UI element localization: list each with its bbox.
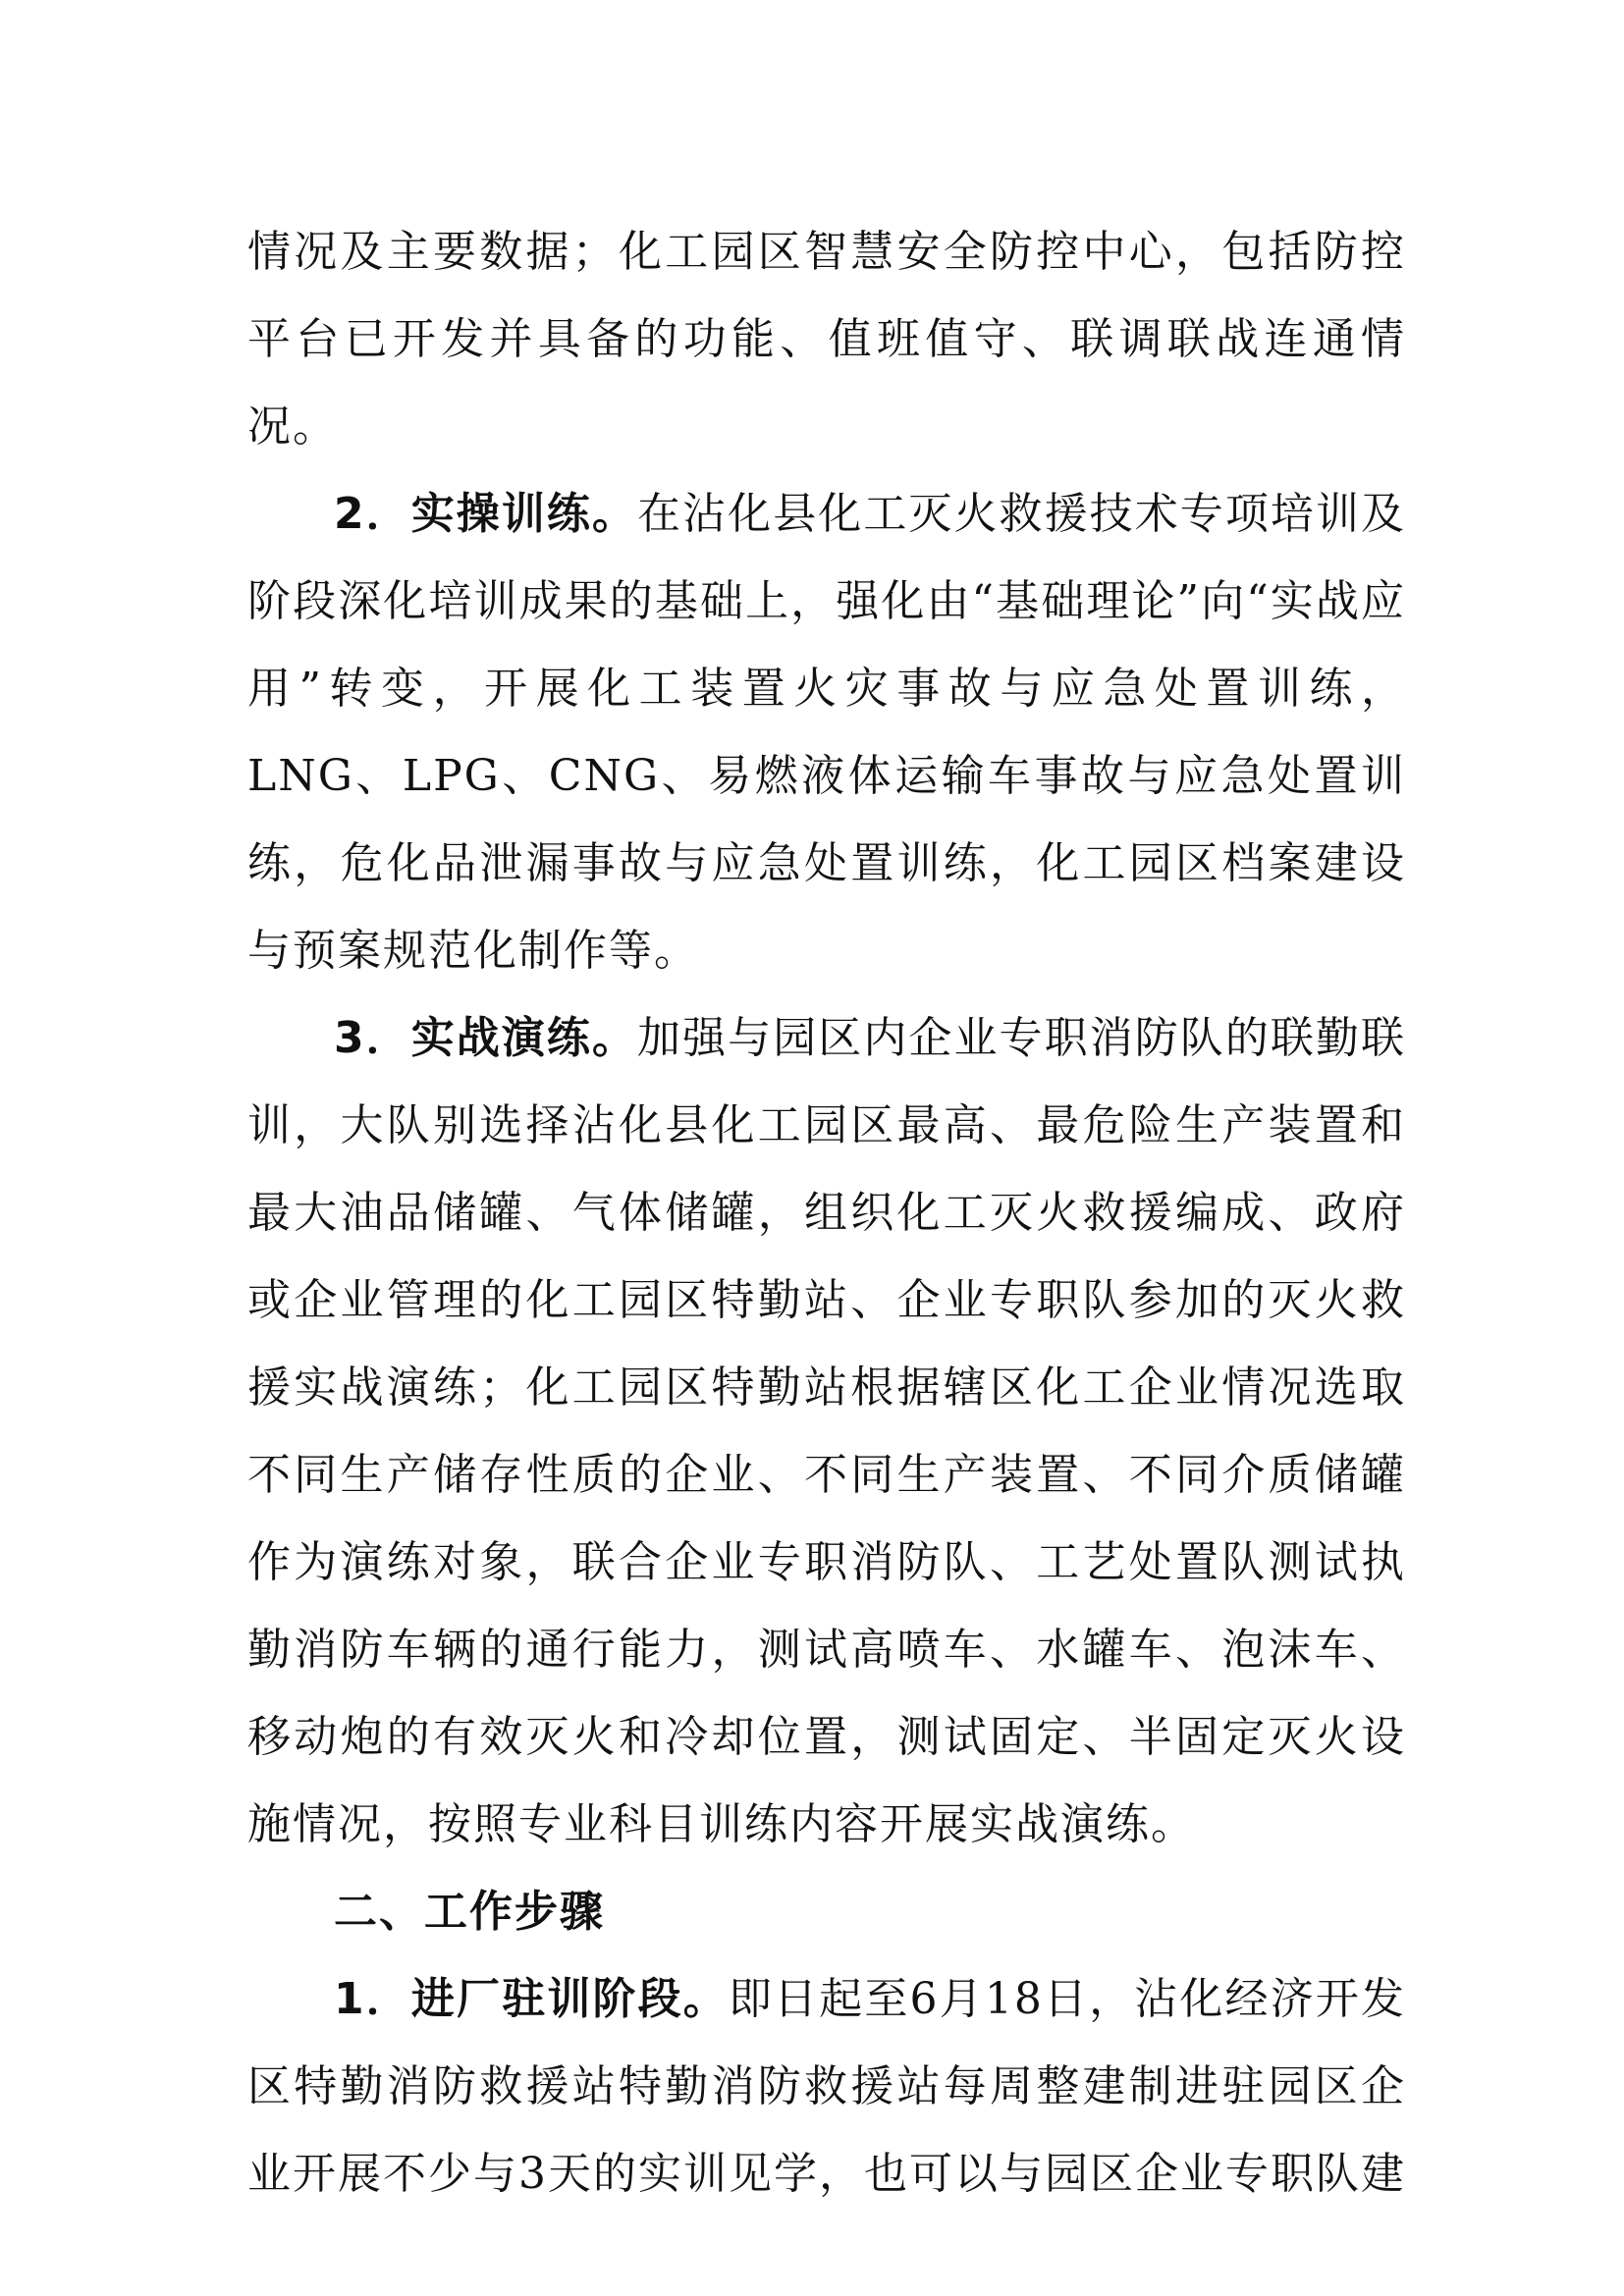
section-heading: 二、工作步骤 xyxy=(334,1887,605,1937)
step-1-text: 即日起至6月18日，沾化经济开发区特勤消防救援站特勤消防救援站每周整建制进驻园区企业开展不少与3天的实训见学，也可以与园区企业专职队建 xyxy=(247,1974,1406,2199)
item-2-text: 在沾化县化工灭火救援技术专项培训及阶段深化培训成果的基础上，强化由“基础理论”向“实战应用”转变，开展化工装置火灾事故与应急处置训练，LNG、LPG、CNG、易燃液体运输车事故与应急处置训练，危化品泄漏事故与应急处置训练，化工园区档案建设与预案规范化制作等。 xyxy=(247,489,1407,976)
item-3-heading: 3．实战演练。 xyxy=(334,1013,638,1063)
item-3-text: 加强与园区内企业专职消防队的联勤联训，大队别选择沾化县化工园区最高、最危险生产装置和最大油品储罐、气体储罐，组织化工灭火救援编成、政府或企业管理的化工园区特勤站、企业专职队参加的灭火救援实战演练；化工园区特勤站根据辖区化工企业情况选取不同生产储存性质的企业、不同生产装置、不同介质储罐作为演练对象，联合企业专职消防队、工艺处置队测试执勤消防车辆的通行能力，测试高喷车、水罐车、泡沫车、移动炮的有效灭火和冷却位置，测试固定、半固定灭火设施情况，按照专业科目训练内容开展实战演练。 xyxy=(247,1013,1407,1849)
item-2-paragraph xyxy=(247,470,1406,994)
step-1-heading: 1．进厂驻训阶段。 xyxy=(334,1974,729,2024)
item-3-paragraph xyxy=(247,994,1406,1868)
document-body xyxy=(247,208,1406,2217)
item-2-heading: 2．实操训练。 xyxy=(334,489,638,539)
step-1-paragraph xyxy=(247,1955,1406,2217)
paragraph-continuation: 情况及主要数据；化工园区智慧安全防控中心，包括防控平台已开发并具备的功能、值班值守、联调联战连通情况。 xyxy=(247,227,1406,452)
